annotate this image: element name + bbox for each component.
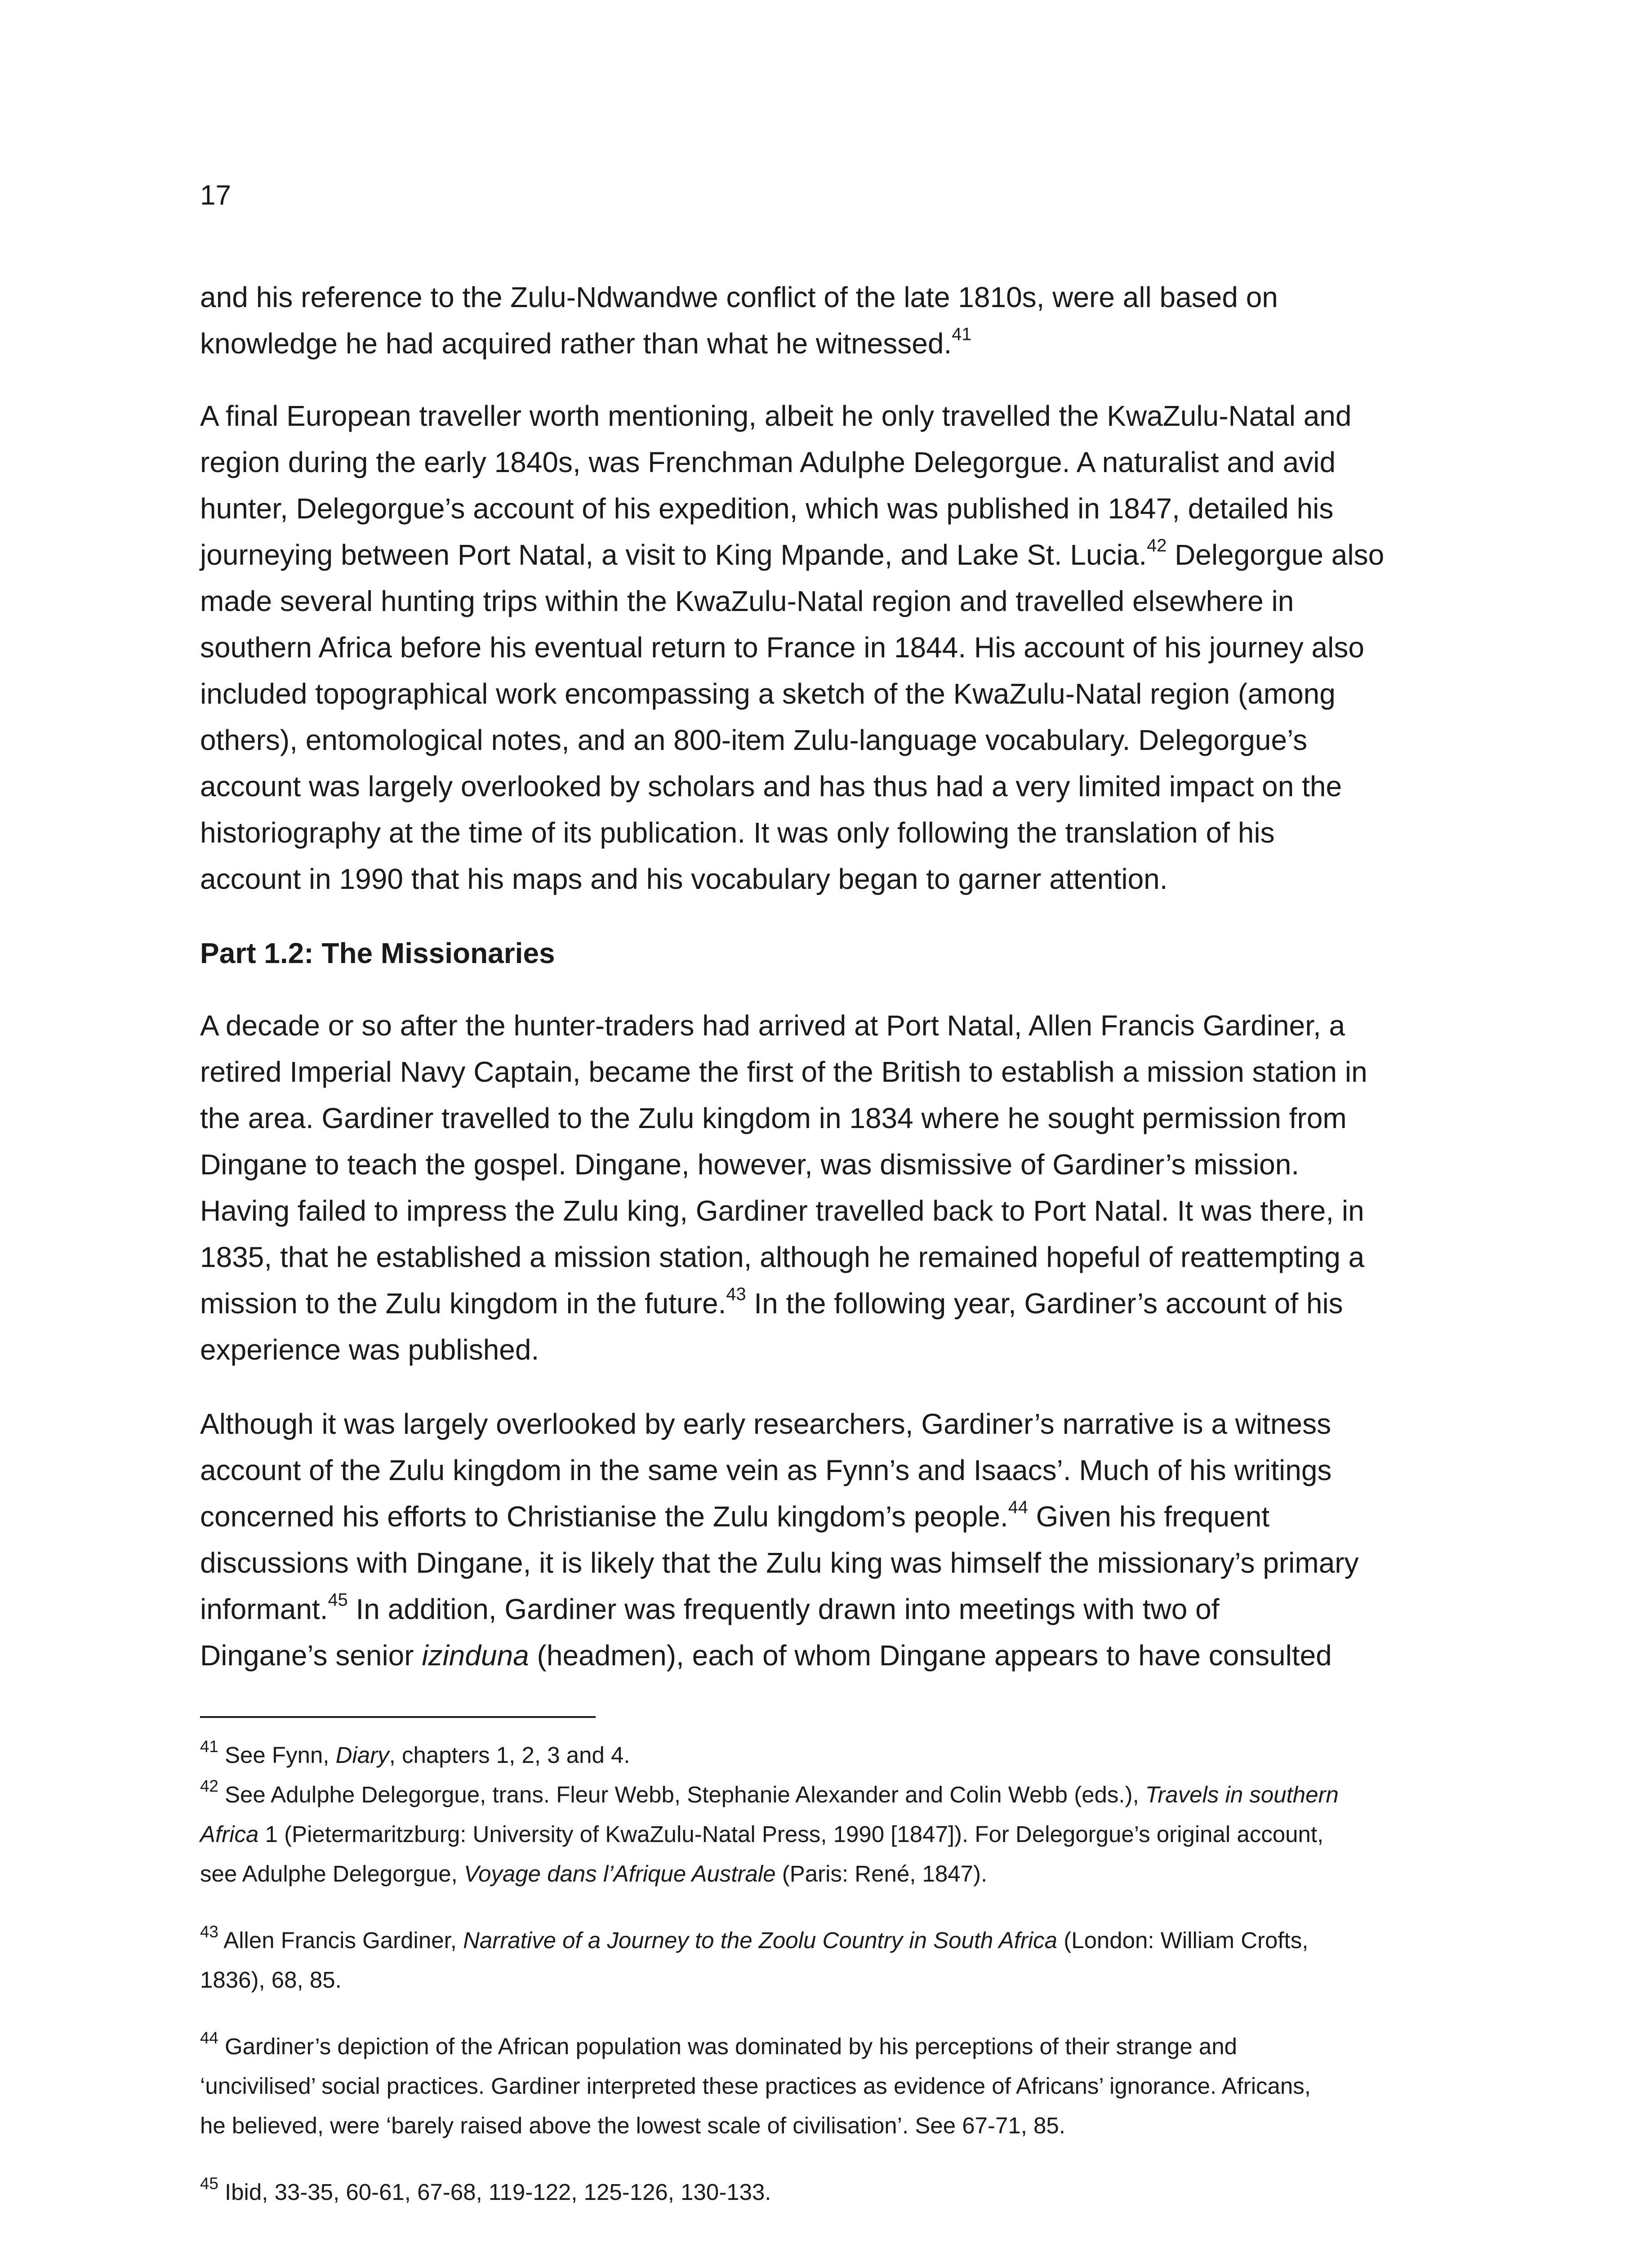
text-line: A final European traveller worth mentioning, albeit he only travelled the KwaZulu-Natal and (200, 400, 1352, 432)
text-line: made several hunting trips within the KwaZulu-Natal region and travelled elsewhere in (200, 585, 1294, 617)
text-run: Gardiner’s depiction of the African population was dominated by his perceptions of their strange and (218, 2034, 1238, 2059)
text-run: (headmen), each of whom Dingane appears to have consulted (529, 1639, 1332, 1672)
text-run: see Adulphe Delegorgue, (200, 1861, 464, 1887)
text-line: retired Imperial Navy Captain, became the first of the British to establish a mission station in (200, 1056, 1367, 1088)
footnote-ref-41[interactable]: 41 (952, 324, 972, 344)
text-run: Allen Francis Gardiner, (218, 1927, 463, 1953)
section-heading: Part 1.2: The Missionaries (200, 937, 555, 969)
footnotes (200, 1735, 1454, 2212)
italic-title: Travels in southern (1145, 1782, 1339, 1807)
footnote-ref-42[interactable]: 42 (1147, 535, 1167, 556)
text-line (200, 321, 1454, 367)
page-number: 17 (200, 180, 231, 211)
text-run: Ibid, 33-35, 60-61, 67-68, 119-122, 125-126, 130-133. (218, 2179, 771, 2205)
footnote-44 (200, 2027, 1454, 2145)
text-line: 1835, that he established a mission station, although he remained hopeful of reattempting a (200, 1241, 1365, 1273)
text-line: others), entomological notes, and an 800-item Zulu-language vocabulary. Delegorgue’s (200, 724, 1308, 756)
text-line: and his reference to the Zulu-Ndwandwe conflict of the late 1810s, were all based on (200, 281, 1278, 313)
paragraph-gardiner (200, 1003, 1454, 1373)
text-line: region during the early 1840s, was Frenchman Adulphe Delegorgue. A naturalist and avid (200, 446, 1336, 478)
text-line (200, 2027, 1454, 2066)
footnote-42 (200, 1775, 1454, 1894)
footnote-separator (200, 1716, 596, 1718)
italic-title: Voyage dans l’Afrique Australe (463, 1861, 776, 1887)
text-line: account in 1990 that his maps and his vocabulary began to garner attention. (200, 863, 1168, 895)
text-line (200, 2172, 1454, 2212)
text-line: account was largely overlooked by scholars and has thus had a very limited impact on the (200, 770, 1342, 803)
italic-term: izinduna (422, 1639, 529, 1672)
text-line: included topographical work encompassing a sketch of the KwaZulu-Natal region (among (200, 678, 1336, 710)
text-run: mission to the Zulu kingdom in the future. (200, 1287, 726, 1320)
italic-title: Africa (200, 1821, 259, 1847)
footnote-ref-43[interactable]: 43 (726, 1284, 746, 1304)
text-line: 1836), 68, 85. (200, 1967, 342, 1993)
text-run: concerned his efforts to Christianise the Zulu kingdom’s people. (200, 1500, 1008, 1533)
text-line (200, 1494, 1454, 1540)
text-line (200, 1921, 1454, 1960)
text-run: See Fynn, (218, 1742, 336, 1768)
footnote-43 (200, 1921, 1454, 2000)
text-run: See Adulphe Delegorgue, trans. Fleur Webb, Stephanie Alexander and Colin Webb (eds.), (218, 1782, 1145, 1807)
text-line (200, 1586, 1454, 1632)
text-line: Although it was largely overlooked by early researchers, Gardiner’s narrative is a witness (200, 1408, 1331, 1440)
text-line (200, 1632, 1454, 1679)
paragraph-continuation (200, 274, 1454, 367)
footnote-41 (200, 1735, 1454, 1775)
text-line: southern Africa before his eventual return to France in 1844. His account of his journey also (200, 631, 1364, 664)
text-line: discussions with Dingane, it is likely that the Zulu king was himself the missionary’s primary (200, 1547, 1359, 1579)
text-line: ‘uncivilised’ social practices. Gardiner interpreted these practices as evidence of Africans’ ignorance. Africans, (200, 2073, 1311, 2099)
footnote-number: 41 (200, 1737, 218, 1756)
footnote-number: 44 (200, 2029, 218, 2047)
text-line (200, 1735, 1454, 1775)
text-line: he believed, were ‘barely raised above the lowest scale of civilisation’. See 67-71, 85. (200, 2113, 1065, 2138)
text-line (200, 532, 1454, 578)
text-run: Delegorgue also (1167, 539, 1385, 571)
text-line: hunter, Delegorgue’s account of his expedition, which was published in 1847, detailed his (200, 492, 1334, 525)
text-line (200, 1815, 1454, 1854)
paragraph-narrative (200, 1401, 1454, 1679)
text-run: knowledge he had acquired rather than what he witnessed. (200, 327, 952, 360)
text-line (200, 1854, 1454, 1894)
text-run: Dingane’s senior (200, 1639, 422, 1672)
text-line: A decade or so after the hunter-traders had arrived at Port Natal, Allen Francis Gardiner, a (200, 1009, 1345, 1042)
text-run: In addition, Gardiner was frequently drawn into meetings with two of (347, 1593, 1220, 1625)
text-line: the area. Gardiner travelled to the Zulu kingdom in 1834 where he sought permission from (200, 1102, 1347, 1134)
text-line: Having failed to impress the Zulu king, Gardiner travelled back to Port Natal. It was there, in (200, 1195, 1364, 1227)
footnote-45 (200, 2172, 1454, 2212)
text-line: Dingane to teach the gospel. Dingane, however, was dismissive of Gardiner’s mission. (200, 1148, 1300, 1181)
text-run: (London: William Crofts, (1057, 1927, 1309, 1953)
text-run: , chapters 1, 2, 3 and 4. (389, 1742, 630, 1768)
italic-title: Diary (335, 1742, 389, 1768)
text-line: account of the Zulu kingdom in the same vein as Fynn’s and Isaacs’. Much of his writings (200, 1454, 1332, 1486)
text-line: experience was published. (200, 1334, 539, 1366)
text-line (200, 1280, 1454, 1327)
italic-title: Narrative of a Journey to the Zoolu Country in South Africa (463, 1927, 1058, 1953)
footnote-number: 43 (200, 1922, 218, 1941)
paragraph-delegorgue (200, 393, 1454, 902)
footnote-ref-45[interactable]: 45 (328, 1590, 348, 1610)
text-line: historiography at the time of its publication. It was only following the translation of his (200, 816, 1275, 849)
text-run: In the following year, Gardiner’s account of his (746, 1287, 1343, 1320)
text-run: journeying between Port Natal, a visit to King Mpande, and Lake St. Lucia. (200, 539, 1147, 571)
text-run: (Paris: René, 1847). (775, 1861, 988, 1887)
text-run: Given his frequent (1028, 1500, 1270, 1533)
text-run: informant. (200, 1593, 328, 1625)
footnote-number: 45 (200, 2174, 218, 2193)
footnote-number: 42 (200, 1777, 218, 1796)
text-run: 1 (Pietermaritzburg: University of KwaZulu-Natal Press, 1990 [1847]). For Delegorgue’s original account, (258, 1821, 1324, 1847)
footnote-ref-44[interactable]: 44 (1008, 1497, 1028, 1517)
main-text (200, 274, 1454, 1707)
text-line (200, 1775, 1454, 1815)
